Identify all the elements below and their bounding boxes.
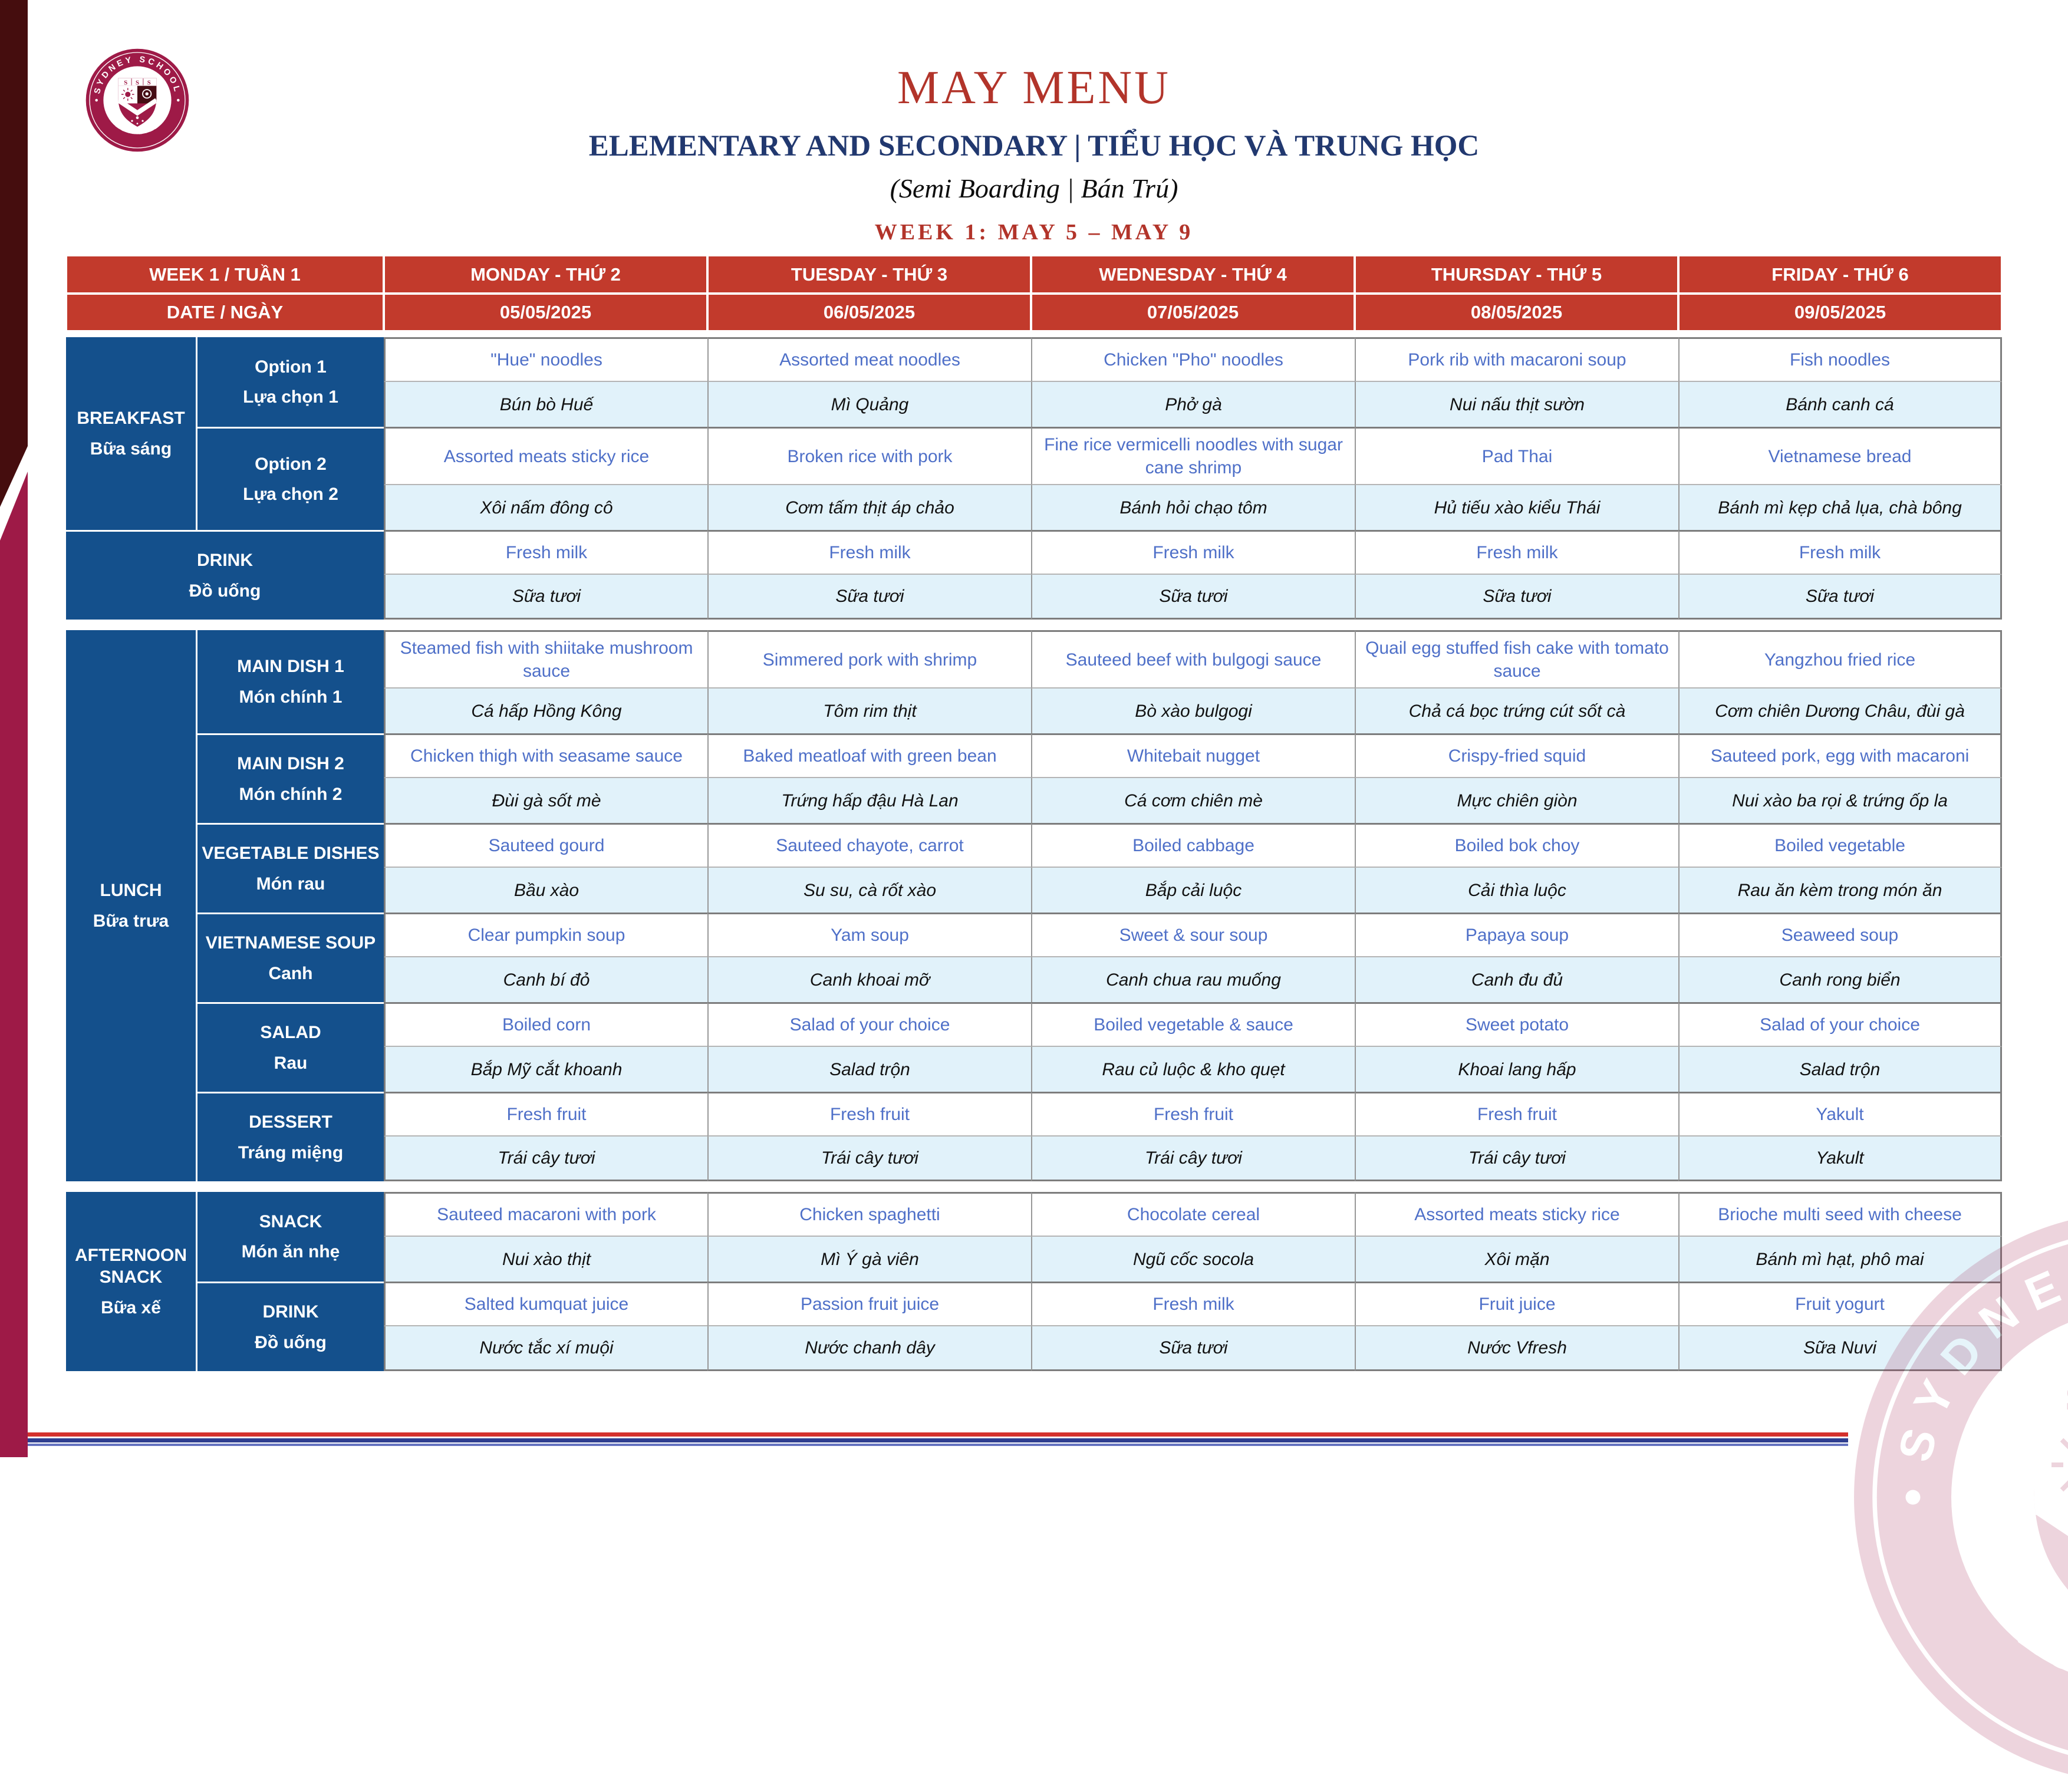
- menu-item-en: Brioche multi seed with cheese: [1678, 1192, 2002, 1237]
- menu-item-en: Yangzhou fried rice: [1678, 630, 2002, 689]
- menu-item-en: Crispy-fried squid: [1355, 733, 1678, 778]
- group-label-vi: Món rau: [256, 874, 325, 894]
- group-label: VEGETABLE DISHES: [202, 844, 380, 863]
- footer-rule-navy: [28, 1438, 1848, 1442]
- menu-item-vi: Nước Vfresh: [1355, 1326, 1678, 1371]
- ribbon-crimson-segment: [0, 472, 28, 1457]
- group-label: VIETNAMESE SOUP: [205, 933, 376, 953]
- menu-item-vi: Sữa tươi: [1031, 575, 1355, 620]
- menu-item-vi: Salad trộn: [1678, 1047, 2002, 1092]
- group-label-cell: [196, 427, 384, 530]
- table-sections: [66, 337, 2002, 1371]
- menu-item-en: Boiled cabbage: [1031, 823, 1355, 868]
- menu-item-vi: Canh rong biển: [1678, 957, 2002, 1002]
- menu-item-vi: Canh khoai mỡ: [707, 957, 1031, 1002]
- menu-item-en: Fresh fruit: [707, 1092, 1031, 1137]
- menu-item-en: Salted kumquat juice: [384, 1282, 707, 1326]
- menu-item-vi: Bánh canh cá: [1678, 382, 2002, 427]
- group-label-cell: [196, 733, 384, 823]
- menu-item-en: Sauteed chayote, carrot: [707, 823, 1031, 868]
- section-label: LUNCH: [100, 881, 162, 900]
- group-label: DRINK: [197, 551, 253, 570]
- group-label-cell: [196, 1282, 384, 1371]
- section-label-vi: Bữa xế: [101, 1297, 161, 1317]
- menu-item-vi: Bầu xào: [384, 868, 707, 913]
- date-cell: 08/05/2025: [1355, 294, 1678, 331]
- menu-item-en: Clear pumpkin soup: [384, 913, 707, 957]
- menu-item-en: Seaweed soup: [1678, 913, 2002, 957]
- menu-item-vi: Khoai lang hấp: [1355, 1047, 1678, 1092]
- day-header: THURSDAY - THỨ 5: [1355, 255, 1678, 294]
- menu-item-vi: Sữa tươi: [1355, 575, 1678, 620]
- day-header: WEDNESDAY - THỨ 4: [1031, 255, 1355, 294]
- group-label-cell: [196, 1192, 384, 1282]
- menu-item-en: Chocolate cereal: [1031, 1192, 1355, 1237]
- menu-item-vi: Xôi mặn: [1355, 1237, 1678, 1282]
- menu-item-en: Sauteed gourd: [384, 823, 707, 868]
- menu-item-vi: Nước tắc xí muội: [384, 1326, 707, 1371]
- menu-item-vi: Mì Ý gà viên: [707, 1237, 1031, 1282]
- menu-item-vi: Hủ tiếu xào kiểu Thái: [1355, 485, 1678, 530]
- group-label-cell: [196, 337, 384, 427]
- day-header: TUESDAY - THỨ 3: [707, 255, 1031, 294]
- menu-item-en: Boiled vegetable & sauce: [1031, 1002, 1355, 1047]
- menu-item-vi: Bánh mì kẹp chả lụa, chà bông: [1678, 485, 2002, 530]
- group-label-vi: Đồ uống: [189, 581, 261, 601]
- week-range-label: WEEK 1: MAY 5 – MAY 9: [874, 220, 1194, 245]
- menu-item-vi: Đùi gà sốt mè: [384, 778, 707, 823]
- menu-item-vi: Chả cá bọc trứng cút sốt cà: [1355, 689, 1678, 733]
- menu-item-en: Quail egg stuffed fish cake with tomato sauce: [1355, 630, 1678, 689]
- menu-item-vi: Sữa tươi: [707, 575, 1031, 620]
- group-label-vi: Lựa chọn 2: [243, 485, 338, 504]
- menu-item-en: Sweet potato: [1355, 1002, 1678, 1047]
- date-label-cell: DATE / NGÀY: [66, 294, 384, 331]
- day-header: FRIDAY - THỨ 6: [1678, 255, 2002, 294]
- menu-item-en: Yakult: [1678, 1092, 2002, 1137]
- menu-item-vi: Trái cây tươi: [1355, 1137, 1678, 1181]
- group-label: DESSERT: [249, 1112, 332, 1132]
- menu-item-vi: Cá cơm chiên mè: [1031, 778, 1355, 823]
- table-header: [66, 255, 2002, 331]
- menu-item-en: Fruit juice: [1355, 1282, 1678, 1326]
- menu-item-vi: Su su, cà rốt xào: [707, 868, 1031, 913]
- week-corner-cell: WEEK 1 / TUẦN 1: [66, 255, 384, 294]
- menu-item-vi: Nui xào ba rọi & trứng ốp la: [1678, 778, 2002, 823]
- menu-item-en: Boiled bok choy: [1355, 823, 1678, 868]
- menu-item-vi: Canh bí đỏ: [384, 957, 707, 1002]
- menu-item-en: Pad Thai: [1355, 427, 1678, 485]
- menu-item-en: Fresh milk: [384, 530, 707, 575]
- menu-item-vi: Sữa tươi: [1031, 1326, 1355, 1371]
- menu-item-en: Fish noodles: [1678, 337, 2002, 382]
- menu-item-vi: Bò xào bulgogi: [1031, 689, 1355, 733]
- menu-item-vi: Canh chua rau muống: [1031, 957, 1355, 1002]
- menu-item-en: Papaya soup: [1355, 913, 1678, 957]
- menu-item-en: Steamed fish with shiitake mushroom sauce: [384, 630, 707, 689]
- date-cell: 09/05/2025: [1678, 294, 2002, 331]
- page-title: MAY MENU: [897, 62, 1171, 114]
- menu-item-vi: Phở gà: [1031, 382, 1355, 427]
- group-label: Option 2: [255, 454, 327, 474]
- menu-item-en: Chicken thigh with seasame sauce: [384, 733, 707, 778]
- group-label: MAIN DISH 2: [237, 754, 344, 773]
- menu-item-en: Passion fruit juice: [707, 1282, 1031, 1326]
- group-label-cell: [196, 913, 384, 1002]
- menu-item-en: Salad of your choice: [1678, 1002, 2002, 1047]
- menu-item-vi: Cá hấp Hồng Kông: [384, 689, 707, 733]
- menu-item-vi: Mì Quảng: [707, 382, 1031, 427]
- page-subtitle: ELEMENTARY AND SECONDARY | TIỂU HỌC VÀ TRUNG HỌC: [588, 130, 1480, 163]
- day-header: MONDAY - THỨ 2: [384, 255, 707, 294]
- menu-item-vi: Trứng hấp đậu Hà Lan: [707, 778, 1031, 823]
- menu-item-en: Fresh milk: [1355, 530, 1678, 575]
- group-label: SALAD: [260, 1023, 321, 1042]
- group-label-cell: [66, 530, 384, 620]
- menu-item-vi: Sữa tươi: [384, 575, 707, 620]
- menu-item-en: Fresh fruit: [1355, 1092, 1678, 1137]
- menu-item-en: Fresh milk: [1031, 530, 1355, 575]
- menu-item-en: Fine rice vermicelli noodles with sugar cane shrimp: [1031, 427, 1355, 485]
- footer-rule-red: [28, 1432, 1848, 1437]
- menu-section: [66, 630, 2002, 1181]
- menu-item-en: Boiled vegetable: [1678, 823, 2002, 868]
- title-block: [0, 61, 2068, 245]
- menu-item-vi: Yakult: [1678, 1137, 2002, 1181]
- menu-item-en: Assorted meats sticky rice: [1355, 1192, 1678, 1237]
- menu-item-vi: Bắp Mỹ cắt khoanh: [384, 1047, 707, 1092]
- menu-item-vi: Tôm rim thịt: [707, 689, 1031, 733]
- group-label-vi: Món ăn nhẹ: [241, 1242, 340, 1261]
- menu-item-en: Vietnamese bread: [1678, 427, 2002, 485]
- menu-item-vi: Nui nấu thịt sườn: [1355, 382, 1678, 427]
- group-label: SNACK: [259, 1211, 322, 1231]
- menu-item-en: Baked meatloaf with green bean: [707, 733, 1031, 778]
- menu-item-vi: Trái cây tươi: [384, 1137, 707, 1181]
- group-label-vi: Rau: [274, 1053, 308, 1073]
- menu-item-en: Chicken spaghetti: [707, 1192, 1031, 1237]
- menu-item-vi: Sữa tươi: [1678, 575, 2002, 620]
- menu-item-vi: Canh đu đủ: [1355, 957, 1678, 1002]
- crest-watermark: [1845, 1203, 2068, 1792]
- menu-item-en: Simmered pork with shrimp: [707, 630, 1031, 689]
- menu-item-en: Chicken "Pho" noodles: [1031, 337, 1355, 382]
- group-label-cell: [196, 823, 384, 913]
- menu-item-en: Boiled corn: [384, 1002, 707, 1047]
- section-label-vi: Bữa trưa: [93, 911, 169, 931]
- menu-item-en: Fresh milk: [1031, 1282, 1355, 1326]
- menu-item-en: Fresh fruit: [384, 1092, 707, 1137]
- section-label-cell: [66, 630, 196, 1181]
- menu-item-vi: Ngũ cốc socola: [1031, 1237, 1355, 1282]
- menu-item-vi: Bánh hỏi chạo tôm: [1031, 485, 1355, 530]
- menu-item-vi: Trái cây tươi: [1031, 1137, 1355, 1181]
- menu-item-en: Broken rice with pork: [707, 427, 1031, 485]
- menu-item-vi: Bắp cải luộc: [1031, 868, 1355, 913]
- date-cell: 05/05/2025: [384, 294, 707, 331]
- menu-item-en: Fruit yogurt: [1678, 1282, 2002, 1326]
- group-label-vi: Tráng miệng: [238, 1142, 344, 1162]
- section-label: BREAKFAST: [77, 409, 185, 428]
- group-label-vi: Món chính 1: [239, 687, 343, 707]
- menu-item-vi: Cơm tấm thịt áp chảo: [707, 485, 1031, 530]
- menu-item-en: Fresh fruit: [1031, 1092, 1355, 1137]
- menu-item-vi: Nui xào thịt: [384, 1237, 707, 1282]
- menu-item-vi: Bánh mì hạt, phô mai: [1678, 1237, 2002, 1282]
- menu-item-vi: Cơm chiên Dương Châu, đùi gà: [1678, 689, 2002, 733]
- section-label-vi: Bữa sáng: [90, 439, 172, 459]
- menu-item-vi: Salad trộn: [707, 1047, 1031, 1092]
- menu-item-en: "Hue" noodles: [384, 337, 707, 382]
- date-cell: 06/05/2025: [707, 294, 1031, 331]
- menu-item-en: Sauteed macaroni with pork: [384, 1192, 707, 1237]
- menu-item-en: Pork rib with macaroni soup: [1355, 337, 1678, 382]
- menu-section: [66, 337, 2002, 620]
- group-label-vi: Canh: [268, 963, 313, 983]
- menu-item-en: Assorted meats sticky rice: [384, 427, 707, 485]
- menu-item-en: Whitebait nugget: [1031, 733, 1355, 778]
- group-label-vi: Món chính 2: [239, 784, 343, 804]
- menu-table: [66, 255, 2002, 1371]
- menu-section: [66, 1192, 2002, 1371]
- group-label-vi: Lựa chọn 1: [243, 387, 338, 407]
- group-label-cell: [196, 630, 384, 733]
- group-label: Option 1: [255, 357, 327, 377]
- menu-item-vi: Trái cây tươi: [707, 1137, 1031, 1181]
- page-subtitle-secondary: (Semi Boarding | Bán Trú): [890, 173, 1178, 203]
- section-label-cell: [66, 337, 196, 530]
- menu-item-vi: Mực chiên giòn: [1355, 778, 1678, 823]
- group-label: MAIN DISH 1: [237, 657, 344, 676]
- menu-item-en: Assorted meat noodles: [707, 337, 1031, 382]
- menu-item-vi: Rau củ luộc & kho quẹt: [1031, 1047, 1355, 1092]
- menu-item-vi: Nước chanh dây: [707, 1326, 1031, 1371]
- group-label: DRINK: [262, 1302, 319, 1322]
- menu-item-en: Sweet & sour soup: [1031, 913, 1355, 957]
- date-cell: 07/05/2025: [1031, 294, 1355, 331]
- menu-item-vi: Xôi nấm đông cô: [384, 485, 707, 530]
- menu-item-en: Sauteed beef with bulgogi sauce: [1031, 630, 1355, 689]
- group-label-cell: [196, 1002, 384, 1092]
- menu-item-en: Sauteed pork, egg with macaroni: [1678, 733, 2002, 778]
- menu-item-vi: Sữa Nuvi: [1678, 1326, 2002, 1371]
- menu-item-en: Fresh milk: [1678, 530, 2002, 575]
- menu-item-en: Fresh milk: [707, 530, 1031, 575]
- group-label-vi: Đồ uống: [255, 1332, 327, 1352]
- menu-item-en: Salad of your choice: [707, 1002, 1031, 1047]
- section-label: AFTERNOON SNACK: [75, 1245, 187, 1287]
- menu-item-en: Yam soup: [707, 913, 1031, 957]
- menu-item-vi: Rau ăn kèm trong món ăn: [1678, 868, 2002, 913]
- menu-item-vi: Bún bò Huế: [384, 382, 707, 427]
- group-label-cell: [196, 1092, 384, 1181]
- section-label-cell: [66, 1192, 196, 1371]
- menu-item-vi: Cải thìa luộc: [1355, 868, 1678, 913]
- footer-rule-lightblue: [28, 1444, 1848, 1446]
